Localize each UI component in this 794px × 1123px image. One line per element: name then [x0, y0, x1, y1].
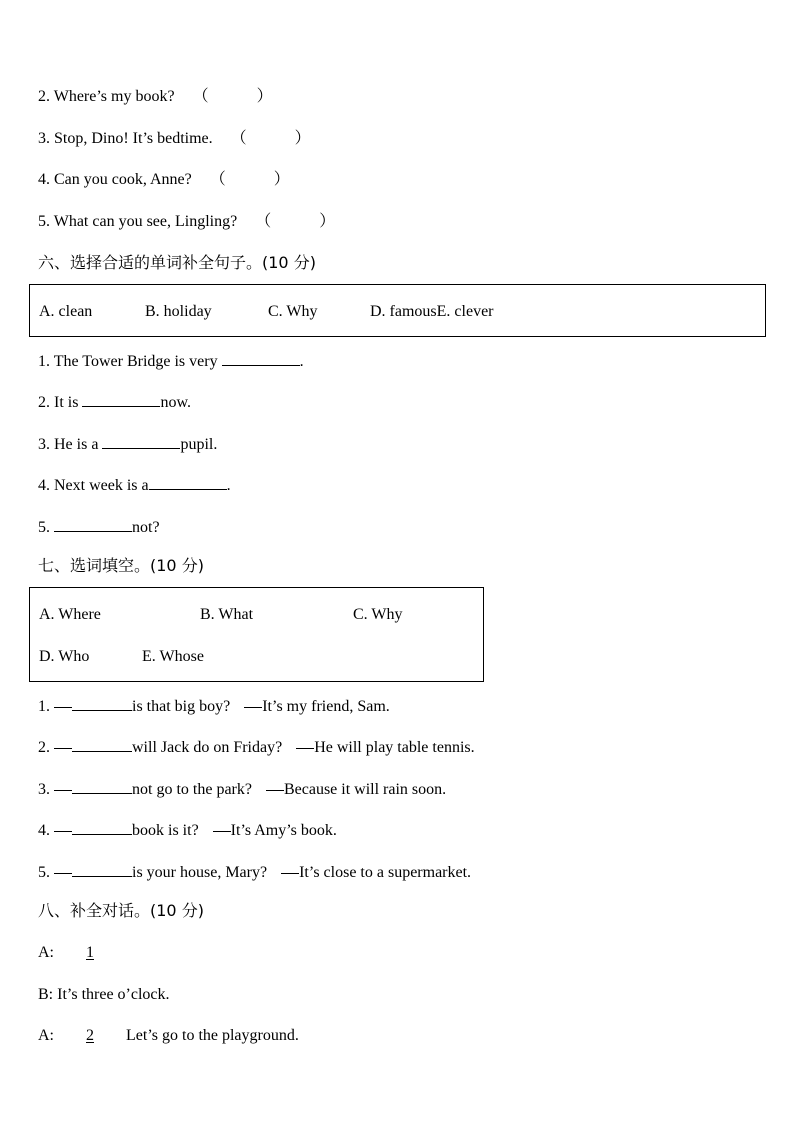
question-item: [38, 87, 273, 107]
dialogue-text: Let’s go to the playground.: [122, 1027, 299, 1044]
section-heading: 六、选择合适的单词补全句子。(10 分): [38, 253, 316, 272]
numbered-blank[interactable]: 2: [86, 1027, 94, 1044]
answer-text: He will play table tennis.: [314, 739, 475, 756]
item-number: 3.: [38, 781, 54, 798]
answer-blank[interactable]: [72, 694, 132, 711]
answer-blank[interactable]: [149, 473, 227, 490]
dash-mark: [244, 707, 262, 708]
answer-blank[interactable]: [72, 777, 132, 794]
question-text: 3. Stop, Dino! It’s bedtime.: [38, 130, 213, 147]
dash-mark: [213, 831, 231, 832]
fill-sentence: [38, 349, 304, 372]
question-text: will Jack do on Friday?: [132, 739, 283, 756]
section-heading: 八、补全对话。(10 分): [38, 901, 204, 920]
dash-mark: [296, 748, 314, 749]
speaker-label: A:: [38, 1027, 58, 1044]
question-item: [38, 170, 290, 190]
dash-mark: [54, 748, 72, 749]
sentence-start: 3. He is a: [38, 436, 103, 453]
dash-mark: [281, 873, 299, 874]
answer-blank[interactable]: [72, 818, 132, 835]
answer-blank[interactable]: [222, 349, 300, 366]
word-option: C. Why: [268, 303, 318, 320]
dialogue-line: [38, 943, 122, 963]
dialogue-line: [38, 1026, 299, 1046]
word-option: A. Where: [39, 606, 101, 623]
dash-mark: [54, 707, 72, 708]
answer-text: It’s close to a supermarket.: [299, 864, 472, 881]
fill-sentence: [38, 515, 160, 538]
dialogue-line: [38, 985, 170, 1005]
word-option: A. clean: [39, 303, 93, 320]
dash-mark: [266, 790, 284, 791]
word-option: B. holiday: [145, 303, 212, 320]
sentence-end: now.: [160, 394, 191, 411]
answer-text: It’s Amy’s book.: [230, 822, 337, 839]
answer-blank[interactable]: [72, 735, 132, 752]
question-text: 2. Where’s my book?: [38, 88, 175, 105]
answer-parentheses[interactable]: （ ）: [192, 88, 273, 105]
answer-blank[interactable]: [102, 432, 180, 449]
word-option: B. What: [200, 606, 254, 623]
fill-sentence: [38, 432, 217, 455]
sentence-start: 1. The Tower Bridge is very: [38, 353, 222, 370]
question-text: not go to the park?: [132, 781, 252, 798]
question-text: 4. Can you cook, Anne?: [38, 171, 192, 188]
speaker-label: B:: [38, 986, 58, 1003]
sentence-start: 4. Next week is a: [38, 477, 149, 494]
dialogue-question: [38, 694, 390, 717]
answer-blank[interactable]: [82, 390, 160, 407]
dash-mark: [54, 831, 72, 832]
item-number: 2.: [38, 739, 54, 756]
answer-text: It’s my friend, Sam.: [262, 698, 390, 715]
sentence-end: .: [299, 353, 304, 370]
answer-text: Because it will rain soon.: [283, 781, 447, 798]
dialogue-text: It’s three o’clock.: [57, 986, 170, 1003]
numbered-blank[interactable]: 1: [86, 944, 94, 961]
answer-parentheses[interactable]: （ ）: [230, 130, 311, 147]
question-item: [38, 212, 335, 232]
item-number: 4.: [38, 822, 54, 839]
answer-parentheses[interactable]: （ ）: [255, 213, 336, 230]
speaker-label: A:: [38, 944, 58, 961]
sentence-end: not?: [132, 519, 160, 536]
dash-mark: [54, 873, 72, 874]
dialogue-question: [38, 860, 471, 883]
fill-sentence: [38, 390, 191, 413]
sentence-end: pupil.: [180, 436, 218, 453]
question-text: book is it?: [132, 822, 199, 839]
item-number: 1.: [38, 698, 54, 715]
word-bank-box: [29, 284, 766, 337]
item-number: 5.: [38, 864, 54, 881]
word-option: C. Why: [353, 606, 403, 623]
sentence-start: 2. It is: [38, 394, 83, 411]
answer-parentheses[interactable]: （ ）: [209, 171, 290, 188]
word-option: D. Who: [39, 648, 90, 665]
word-option: E. Whose: [142, 648, 204, 665]
sentence-end: .: [226, 477, 231, 494]
question-item: [38, 129, 311, 149]
answer-blank[interactable]: [54, 515, 132, 532]
sentence-start: 5.: [38, 519, 54, 536]
dialogue-question: [38, 777, 446, 800]
dialogue-question: [38, 735, 475, 758]
question-text: is that big boy?: [132, 698, 231, 715]
dash-mark: [54, 790, 72, 791]
question-text: 5. What can you see, Lingling?: [38, 213, 238, 230]
question-text: is your house, Mary?: [132, 864, 268, 881]
section-heading: 七、选词填空。(10 分): [38, 556, 204, 575]
word-option: D. famousE. clever: [370, 303, 494, 320]
answer-blank[interactable]: [72, 860, 132, 877]
dialogue-question: [38, 818, 337, 841]
fill-sentence: [38, 473, 231, 496]
word-bank-box: [29, 587, 484, 682]
